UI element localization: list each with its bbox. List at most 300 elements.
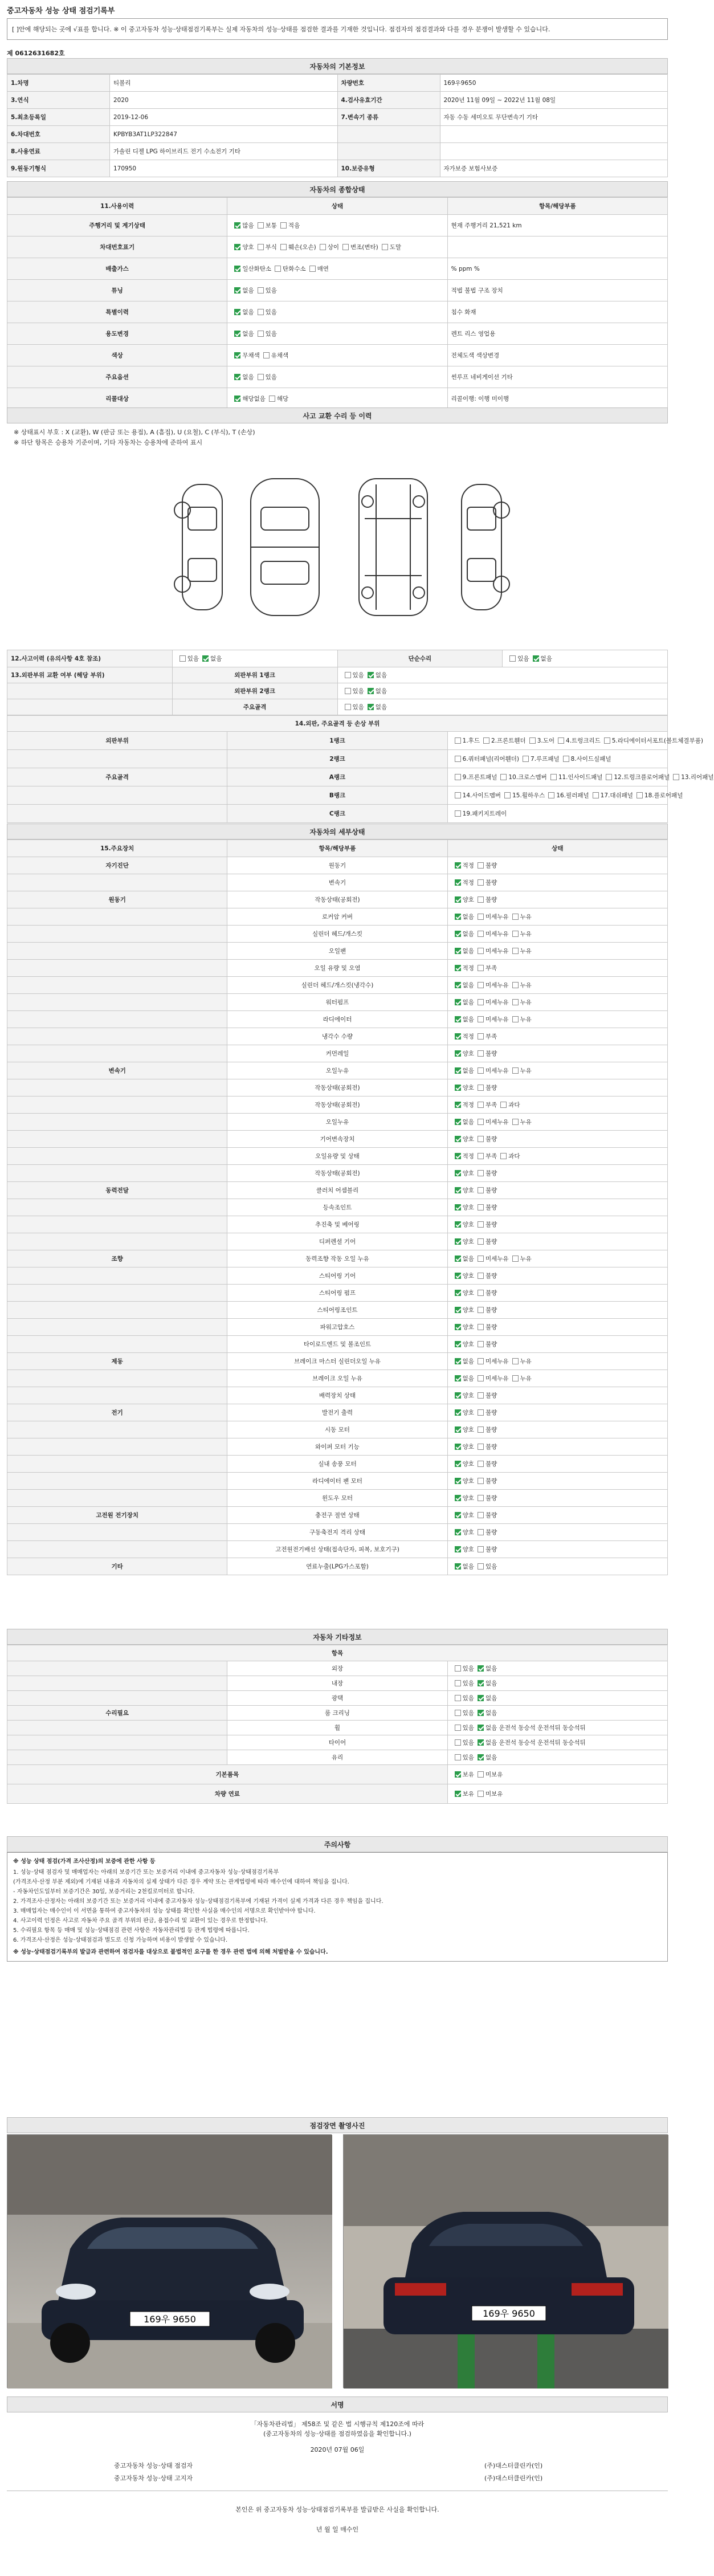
checkbox-icon[interactable] bbox=[455, 1067, 461, 1074]
checkbox-icon[interactable] bbox=[512, 1016, 519, 1022]
checkbox-label: 13.리어패널 bbox=[681, 774, 714, 781]
checkbox-icon[interactable] bbox=[455, 1170, 461, 1176]
checkbox-label: 양호 bbox=[462, 1170, 474, 1177]
section-photos-title: 점검장면 촬영사진 bbox=[7, 2117, 668, 2133]
rank-group bbox=[7, 805, 227, 823]
detail-item: 오일유량 및 상태 bbox=[227, 1148, 447, 1165]
detail-item: 라디에이터 bbox=[227, 1011, 447, 1028]
checkbox-icon[interactable] bbox=[234, 266, 240, 272]
checkbox-icon[interactable] bbox=[478, 1695, 484, 1701]
checkbox-icon[interactable] bbox=[533, 655, 539, 662]
checkbox-icon[interactable] bbox=[478, 1170, 484, 1176]
checkbox-icon[interactable] bbox=[455, 982, 461, 988]
checkbox-icon[interactable] bbox=[512, 948, 519, 954]
checkbox-icon[interactable] bbox=[280, 244, 287, 250]
car-frame-icon bbox=[359, 479, 427, 616]
checkbox-label: 매연 bbox=[317, 266, 329, 272]
checkbox-label: 있음 bbox=[352, 672, 364, 679]
car-top-icon bbox=[251, 479, 319, 616]
basic-value-2 bbox=[440, 126, 668, 143]
checkbox-icon[interactable] bbox=[258, 331, 264, 337]
sign-notifier-label: 중고자동차 성능·상태 고지자 bbox=[114, 2475, 193, 2482]
checkbox-icon[interactable] bbox=[478, 1358, 484, 1364]
checkbox-label: 7.루프패널 bbox=[531, 756, 560, 763]
checkbox-icon[interactable] bbox=[455, 1710, 461, 1716]
detail-group bbox=[7, 1541, 227, 1558]
checkbox-icon[interactable] bbox=[504, 792, 511, 798]
checkbox-icon[interactable] bbox=[455, 1444, 461, 1450]
table-row bbox=[7, 1302, 668, 1319]
checkbox-icon[interactable] bbox=[478, 1680, 484, 1686]
notes-lines bbox=[13, 1868, 662, 1945]
checkbox-icon[interactable] bbox=[455, 1119, 461, 1125]
checkbox-icon[interactable] bbox=[455, 1426, 461, 1433]
detail-state bbox=[447, 1165, 667, 1182]
checkbox-label: 불량 bbox=[485, 1238, 497, 1245]
checkbox-icon[interactable] bbox=[455, 1085, 461, 1091]
checkbox-label: 있음 bbox=[462, 1739, 474, 1746]
checkbox-icon[interactable] bbox=[478, 1204, 484, 1210]
checkbox-icon[interactable] bbox=[455, 1754, 461, 1760]
checkbox-icon[interactable] bbox=[455, 1695, 461, 1701]
checkbox-icon[interactable] bbox=[455, 1495, 461, 1501]
checkbox-icon[interactable] bbox=[455, 1392, 461, 1399]
checkbox-icon[interactable] bbox=[606, 774, 612, 780]
checkbox-icon[interactable] bbox=[563, 756, 569, 762]
checkbox-icon[interactable] bbox=[455, 1050, 461, 1057]
checkbox-icon[interactable] bbox=[478, 931, 484, 937]
checkbox-icon[interactable] bbox=[478, 1495, 484, 1501]
checkbox-icon[interactable] bbox=[483, 737, 489, 744]
detail-group bbox=[7, 1438, 227, 1456]
checkbox-icon[interactable] bbox=[478, 1085, 484, 1091]
checkbox-icon[interactable] bbox=[478, 982, 484, 988]
checkbox-icon[interactable] bbox=[512, 1067, 519, 1074]
checkbox-icon[interactable] bbox=[512, 1119, 519, 1125]
front-photo bbox=[7, 2134, 332, 2388]
other-group: 수리필요 bbox=[7, 1706, 227, 1721]
checkbox-icon[interactable] bbox=[478, 1187, 484, 1193]
checkbox-icon[interactable] bbox=[455, 1016, 461, 1022]
checkbox-icon[interactable] bbox=[478, 1392, 484, 1399]
general-label: 색상 bbox=[7, 345, 227, 366]
detail-group bbox=[7, 1199, 227, 1216]
table-row bbox=[7, 1199, 668, 1216]
detail-group bbox=[7, 1165, 227, 1182]
checkbox-icon[interactable] bbox=[234, 396, 240, 402]
table-row bbox=[7, 280, 668, 301]
detail-group bbox=[7, 994, 227, 1011]
panel-label: 13.외판부위 교환 여부 (해당 부위) bbox=[7, 667, 173, 683]
table-row bbox=[7, 345, 668, 366]
checkbox-icon[interactable] bbox=[478, 1067, 484, 1074]
detail-item: 작동상태(공회전) bbox=[227, 1165, 447, 1182]
checkbox-icon[interactable] bbox=[558, 737, 564, 744]
checkbox-icon[interactable] bbox=[263, 352, 270, 358]
checkbox-icon[interactable] bbox=[478, 1119, 484, 1125]
checkbox-icon[interactable] bbox=[234, 352, 240, 358]
checkbox-icon[interactable] bbox=[455, 1273, 461, 1279]
checkbox-icon[interactable] bbox=[478, 1546, 484, 1552]
detail-state bbox=[447, 1285, 667, 1302]
checkbox-icon[interactable] bbox=[455, 1307, 461, 1313]
checkbox-label: 누유 bbox=[520, 914, 532, 920]
checkbox-icon[interactable] bbox=[478, 1290, 484, 1296]
checkbox-icon[interactable] bbox=[512, 1256, 519, 1262]
checkbox-icon[interactable] bbox=[478, 1665, 484, 1672]
checkbox-label: 불량 bbox=[485, 1392, 497, 1399]
checkbox-icon[interactable] bbox=[673, 774, 679, 780]
checkbox-icon[interactable] bbox=[455, 1256, 461, 1262]
other-item: 외장 bbox=[227, 1661, 447, 1676]
checkbox-icon[interactable] bbox=[478, 1478, 484, 1484]
checkbox-icon[interactable] bbox=[455, 1324, 461, 1330]
page-title: 중고자동차 성능 상태 점검기록부 bbox=[7, 7, 115, 15]
checkbox-icon[interactable] bbox=[478, 1238, 484, 1245]
checkbox-icon[interactable] bbox=[478, 1341, 484, 1347]
basic-value: 2019-12-06 bbox=[110, 109, 338, 126]
checkbox-icon[interactable] bbox=[455, 792, 461, 798]
checkbox-icon[interactable] bbox=[455, 1238, 461, 1245]
checkbox-icon[interactable] bbox=[478, 1409, 484, 1416]
checkbox-label: 양호 bbox=[462, 896, 474, 903]
checkbox-icon[interactable] bbox=[455, 1563, 461, 1570]
checkbox-icon[interactable] bbox=[478, 1739, 484, 1746]
other-header: 항목 bbox=[7, 1645, 668, 1661]
checkbox-icon[interactable] bbox=[455, 1221, 461, 1228]
basic-value-2 bbox=[440, 143, 668, 160]
checkbox-icon[interactable] bbox=[455, 1102, 461, 1108]
checkbox-icon[interactable] bbox=[269, 396, 275, 402]
table-row bbox=[7, 1370, 668, 1387]
checkbox-icon[interactable] bbox=[455, 1204, 461, 1210]
checkbox-label: 미세누유 bbox=[485, 1016, 509, 1023]
rank-items bbox=[447, 750, 667, 768]
checkbox-icon[interactable] bbox=[523, 756, 529, 762]
checkbox-icon[interactable] bbox=[478, 1273, 484, 1279]
checkbox-icon[interactable] bbox=[455, 1409, 461, 1416]
general-state bbox=[227, 237, 447, 258]
detail-state bbox=[447, 1370, 667, 1387]
frame-legend: ※ 상태표시 부호 : X (교환), W (판금 또는 용접), A (흠집), U (요철), C (부식), T (손상) bbox=[14, 429, 255, 436]
checkbox-label: 미세누유 bbox=[485, 1375, 509, 1382]
detail-state bbox=[447, 1114, 667, 1131]
general-note: 현재 주행거리 21,521 km bbox=[447, 215, 667, 237]
table-row bbox=[7, 716, 668, 732]
general-note: % ppm % bbox=[447, 258, 667, 280]
checkbox-icon[interactable] bbox=[368, 704, 374, 710]
detail-item: 와이퍼 모터 기능 bbox=[227, 1438, 447, 1456]
checkbox-label: 없음 bbox=[375, 704, 387, 711]
checkbox-icon[interactable] bbox=[478, 1710, 484, 1716]
detail-item: 스티어링조인트 bbox=[227, 1302, 447, 1319]
checkbox-icon[interactable] bbox=[202, 655, 209, 662]
checkbox-icon[interactable] bbox=[512, 999, 519, 1005]
detail-item: 브레이크 마스터 실린더오일 누유 bbox=[227, 1353, 447, 1370]
checkbox-label: 3.도어 bbox=[537, 737, 555, 744]
checkbox-icon[interactable] bbox=[478, 1256, 484, 1262]
checkbox-icon[interactable] bbox=[455, 1461, 461, 1467]
section-frame-title: 사고 교환 수리 등 이력 bbox=[7, 407, 668, 423]
checkbox-icon[interactable] bbox=[593, 792, 599, 798]
checkbox-icon[interactable] bbox=[455, 948, 461, 954]
checkbox-label: 없음 bbox=[375, 672, 387, 679]
checkbox-icon[interactable] bbox=[512, 1358, 519, 1364]
detail-group bbox=[7, 1079, 227, 1097]
checkbox-label: 불량 bbox=[485, 1461, 497, 1468]
checkbox-icon[interactable] bbox=[548, 792, 554, 798]
checkbox-icon[interactable] bbox=[455, 1771, 461, 1778]
general-note: 썬루프 네비게이션 기타 bbox=[447, 366, 667, 388]
checkbox-icon[interactable] bbox=[455, 1358, 461, 1364]
checkbox-icon[interactable] bbox=[455, 737, 461, 744]
checkbox-label: 없음 bbox=[462, 948, 474, 955]
table-row bbox=[7, 1079, 668, 1097]
checkbox-label: 없음 bbox=[462, 1119, 474, 1126]
checkbox-icon[interactable] bbox=[512, 1375, 519, 1381]
detail-group: 동력전달 bbox=[7, 1182, 227, 1199]
checkbox-icon[interactable] bbox=[455, 1546, 461, 1552]
checkbox-icon[interactable] bbox=[478, 1050, 484, 1057]
checkbox-icon[interactable] bbox=[478, 1153, 484, 1159]
checkbox-icon[interactable] bbox=[478, 1324, 484, 1330]
checkbox-icon[interactable] bbox=[234, 287, 240, 294]
checkbox-icon[interactable] bbox=[478, 1221, 484, 1228]
notes-line: 1. 성능·상태 점검자 및 매매업자는 아래의 보증기간 또는 보증거리 이내에 중고자동차 성능·상태점검기록부 bbox=[13, 1869, 279, 1876]
checkbox-icon[interactable] bbox=[455, 774, 461, 780]
other-group bbox=[7, 1750, 227, 1765]
checkbox-label: 있음 bbox=[462, 1710, 474, 1717]
checkbox-icon[interactable] bbox=[478, 1725, 484, 1731]
checkbox-icon[interactable] bbox=[478, 914, 484, 920]
table-row bbox=[7, 237, 668, 258]
checkbox-icon[interactable] bbox=[500, 1102, 507, 1108]
checkbox-icon[interactable] bbox=[309, 266, 316, 272]
checkbox-icon[interactable] bbox=[234, 244, 240, 250]
detail-state bbox=[447, 1062, 667, 1079]
checkbox-icon[interactable] bbox=[234, 222, 240, 229]
checkbox-icon[interactable] bbox=[512, 931, 519, 937]
checkbox-icon[interactable] bbox=[478, 1563, 484, 1570]
checkbox-label: 불량 bbox=[485, 1426, 497, 1433]
table-row bbox=[7, 1028, 668, 1045]
basic-label: 6.차대번호 bbox=[7, 126, 110, 143]
checkbox-label: 양호 bbox=[462, 1512, 474, 1519]
detail-state bbox=[447, 1353, 667, 1370]
checkbox-icon[interactable] bbox=[509, 655, 516, 662]
checkbox-icon[interactable] bbox=[604, 737, 610, 744]
basic-label-2: 차량번호 bbox=[337, 75, 440, 92]
checkbox-label: 미보유 bbox=[485, 1771, 503, 1778]
checkbox-icon[interactable] bbox=[455, 1512, 461, 1518]
checkbox-icon[interactable] bbox=[258, 222, 264, 229]
checkbox-label: 5.라디에이터서포트(볼트체결부품) bbox=[611, 737, 703, 744]
checkbox-label: 변조(변타) bbox=[350, 244, 378, 251]
rank-items bbox=[447, 805, 667, 823]
checkbox-label: 없음 bbox=[462, 982, 474, 989]
table-row bbox=[7, 1524, 668, 1541]
section-sign-title: 서명 bbox=[7, 2396, 668, 2412]
table-row bbox=[7, 1285, 668, 1302]
table-row bbox=[7, 1438, 668, 1456]
checkbox-icon[interactable] bbox=[342, 244, 349, 250]
checkbox-icon[interactable] bbox=[478, 1375, 484, 1381]
detail-group bbox=[7, 874, 227, 891]
sign-date: 2020년 07월 06일 bbox=[310, 2446, 365, 2453]
basic-value: KPBYB3AT1LP322847 bbox=[110, 126, 338, 143]
checkbox-icon[interactable] bbox=[455, 1341, 461, 1347]
checkbox-label: 있음 bbox=[265, 309, 277, 316]
checkbox-icon[interactable] bbox=[455, 862, 461, 869]
checkbox-label: 있음 bbox=[462, 1680, 474, 1687]
checkbox-icon[interactable] bbox=[478, 1754, 484, 1760]
checkbox-icon[interactable] bbox=[500, 1153, 507, 1159]
checkbox-icon[interactable] bbox=[478, 896, 484, 903]
checkbox-icon[interactable] bbox=[478, 999, 484, 1005]
section-opinion-title: 주의사항 bbox=[7, 1836, 668, 1852]
detail-state bbox=[447, 1541, 667, 1558]
checkbox-label: 미세누유 bbox=[485, 1119, 509, 1126]
checkbox-icon[interactable] bbox=[478, 965, 484, 971]
checkbox-icon[interactable] bbox=[478, 1529, 484, 1535]
checkbox-icon[interactable] bbox=[455, 1136, 461, 1142]
checkbox-icon[interactable] bbox=[478, 1307, 484, 1313]
general-state bbox=[227, 366, 447, 388]
checkbox-label: 적정 bbox=[462, 1153, 474, 1160]
table-row bbox=[7, 1131, 668, 1148]
checkbox-icon[interactable] bbox=[345, 688, 351, 694]
checkbox-icon[interactable] bbox=[478, 1033, 484, 1040]
checkbox-label: 양호 bbox=[462, 1085, 474, 1091]
detail-item: 기어변속장치 bbox=[227, 1131, 447, 1148]
checkbox-icon[interactable] bbox=[345, 672, 351, 678]
other-table bbox=[7, 1645, 668, 1804]
checkbox-icon[interactable] bbox=[637, 792, 643, 798]
checkbox-icon[interactable] bbox=[258, 244, 264, 250]
checkbox-icon[interactable] bbox=[455, 879, 461, 886]
checkbox-label: 훼손(오손) bbox=[288, 244, 316, 251]
checkbox-icon[interactable] bbox=[529, 737, 536, 744]
checkbox-icon[interactable] bbox=[455, 914, 461, 920]
checkbox-label: 없음 bbox=[462, 1067, 474, 1074]
checkbox-icon[interactable] bbox=[234, 331, 240, 337]
checkbox-icon[interactable] bbox=[345, 704, 351, 710]
checkbox-icon[interactable] bbox=[478, 879, 484, 886]
checkbox-label: 미세누유 bbox=[485, 1358, 509, 1365]
checkbox-icon[interactable] bbox=[382, 244, 388, 250]
checkbox-icon[interactable] bbox=[478, 1136, 484, 1142]
car-side-right-icon bbox=[462, 484, 509, 610]
detail-item: 고전원전기배선 상태(접속단자, 피복, 보호기구) bbox=[227, 1541, 447, 1558]
checkbox-icon[interactable] bbox=[258, 309, 264, 315]
detail-group bbox=[7, 1148, 227, 1165]
checkbox-icon[interactable] bbox=[455, 1478, 461, 1484]
table-row bbox=[7, 1011, 668, 1028]
detail-state bbox=[447, 857, 667, 874]
checkbox-icon[interactable] bbox=[512, 914, 519, 920]
checkbox-icon[interactable] bbox=[478, 1444, 484, 1450]
checkbox-label: 불량 bbox=[485, 1170, 497, 1177]
checkbox-icon[interactable] bbox=[455, 1529, 461, 1535]
table-row bbox=[7, 874, 668, 891]
checkbox-icon[interactable] bbox=[455, 1187, 461, 1193]
checkbox-icon[interactable] bbox=[455, 756, 461, 762]
checkbox-icon[interactable] bbox=[234, 374, 240, 380]
checkbox-icon[interactable] bbox=[455, 1665, 461, 1672]
general-header: 11.사용이력 bbox=[7, 198, 227, 215]
checkbox-icon[interactable] bbox=[455, 810, 461, 817]
checkbox-icon[interactable] bbox=[478, 948, 484, 954]
checkbox-icon[interactable] bbox=[320, 244, 326, 250]
rank-name: B랭크 bbox=[227, 786, 447, 805]
checkbox-icon[interactable] bbox=[455, 1375, 461, 1381]
checkbox-icon[interactable] bbox=[500, 774, 507, 780]
checkbox-icon[interactable] bbox=[455, 965, 461, 971]
checkbox-icon[interactable] bbox=[280, 222, 287, 229]
checkbox-icon[interactable] bbox=[455, 1680, 461, 1686]
checkbox-icon[interactable] bbox=[455, 999, 461, 1005]
checkbox-icon[interactable] bbox=[234, 309, 240, 315]
general-state bbox=[227, 388, 447, 410]
checkbox-icon[interactable] bbox=[478, 1461, 484, 1467]
checkbox-icon[interactable] bbox=[455, 896, 461, 903]
table-row bbox=[7, 1182, 668, 1199]
checkbox-icon[interactable] bbox=[258, 374, 264, 380]
checkbox-label: 부족 bbox=[485, 1033, 497, 1040]
checkbox-icon[interactable] bbox=[478, 1512, 484, 1518]
checkbox-icon[interactable] bbox=[455, 1153, 461, 1159]
checkbox-icon[interactable] bbox=[512, 982, 519, 988]
checkbox-icon[interactable] bbox=[368, 672, 374, 678]
detail-state bbox=[447, 1456, 667, 1473]
checkbox-icon[interactable] bbox=[478, 1102, 484, 1108]
checkbox-icon[interactable] bbox=[550, 774, 557, 780]
checkbox-label: 불량 bbox=[485, 879, 497, 886]
checkbox-label: 적정 bbox=[462, 1033, 474, 1040]
checkbox-label: 적정 bbox=[462, 862, 474, 869]
checkbox-label: 누유 bbox=[520, 948, 532, 955]
checkbox-icon[interactable] bbox=[455, 1033, 461, 1040]
table-row bbox=[7, 699, 668, 715]
frame-legend-2: ※ 하단 항목은 승용차 기준이며, 기타 자동차는 승용차에 준하여 표시 bbox=[14, 439, 203, 446]
table-row bbox=[7, 198, 668, 215]
checkbox-label: 12.트렁크플로어패널 bbox=[614, 774, 670, 781]
checkbox-icon[interactable] bbox=[455, 1290, 461, 1296]
simple-repair-label: 단순수리 bbox=[337, 650, 503, 667]
checkbox-icon[interactable] bbox=[455, 1725, 461, 1731]
checkbox-icon[interactable] bbox=[275, 266, 281, 272]
checkbox-icon[interactable] bbox=[368, 688, 374, 694]
checkbox-icon[interactable] bbox=[455, 1739, 461, 1746]
checkbox-icon[interactable] bbox=[179, 655, 186, 662]
checkbox-label: 미세누유 bbox=[485, 982, 509, 989]
checkbox-icon[interactable] bbox=[455, 1791, 461, 1797]
checkbox-icon[interactable] bbox=[478, 862, 484, 869]
checkbox-label: 양호 bbox=[462, 1290, 474, 1297]
checkbox-icon[interactable] bbox=[478, 1426, 484, 1433]
general-state bbox=[227, 323, 447, 345]
checkbox-icon[interactable] bbox=[478, 1771, 484, 1778]
general-note bbox=[447, 237, 667, 258]
checkbox-icon[interactable] bbox=[258, 287, 264, 294]
checkbox-icon[interactable] bbox=[478, 1016, 484, 1022]
detail-item: 동력조향 작동 오일 누유 bbox=[227, 1250, 447, 1267]
checkbox-icon[interactable] bbox=[478, 1791, 484, 1797]
rank-name: A랭크 bbox=[227, 768, 447, 786]
checkbox-label: 불량 bbox=[485, 896, 497, 903]
other-item: 내장 bbox=[227, 1676, 447, 1691]
checkbox-icon[interactable] bbox=[455, 931, 461, 937]
